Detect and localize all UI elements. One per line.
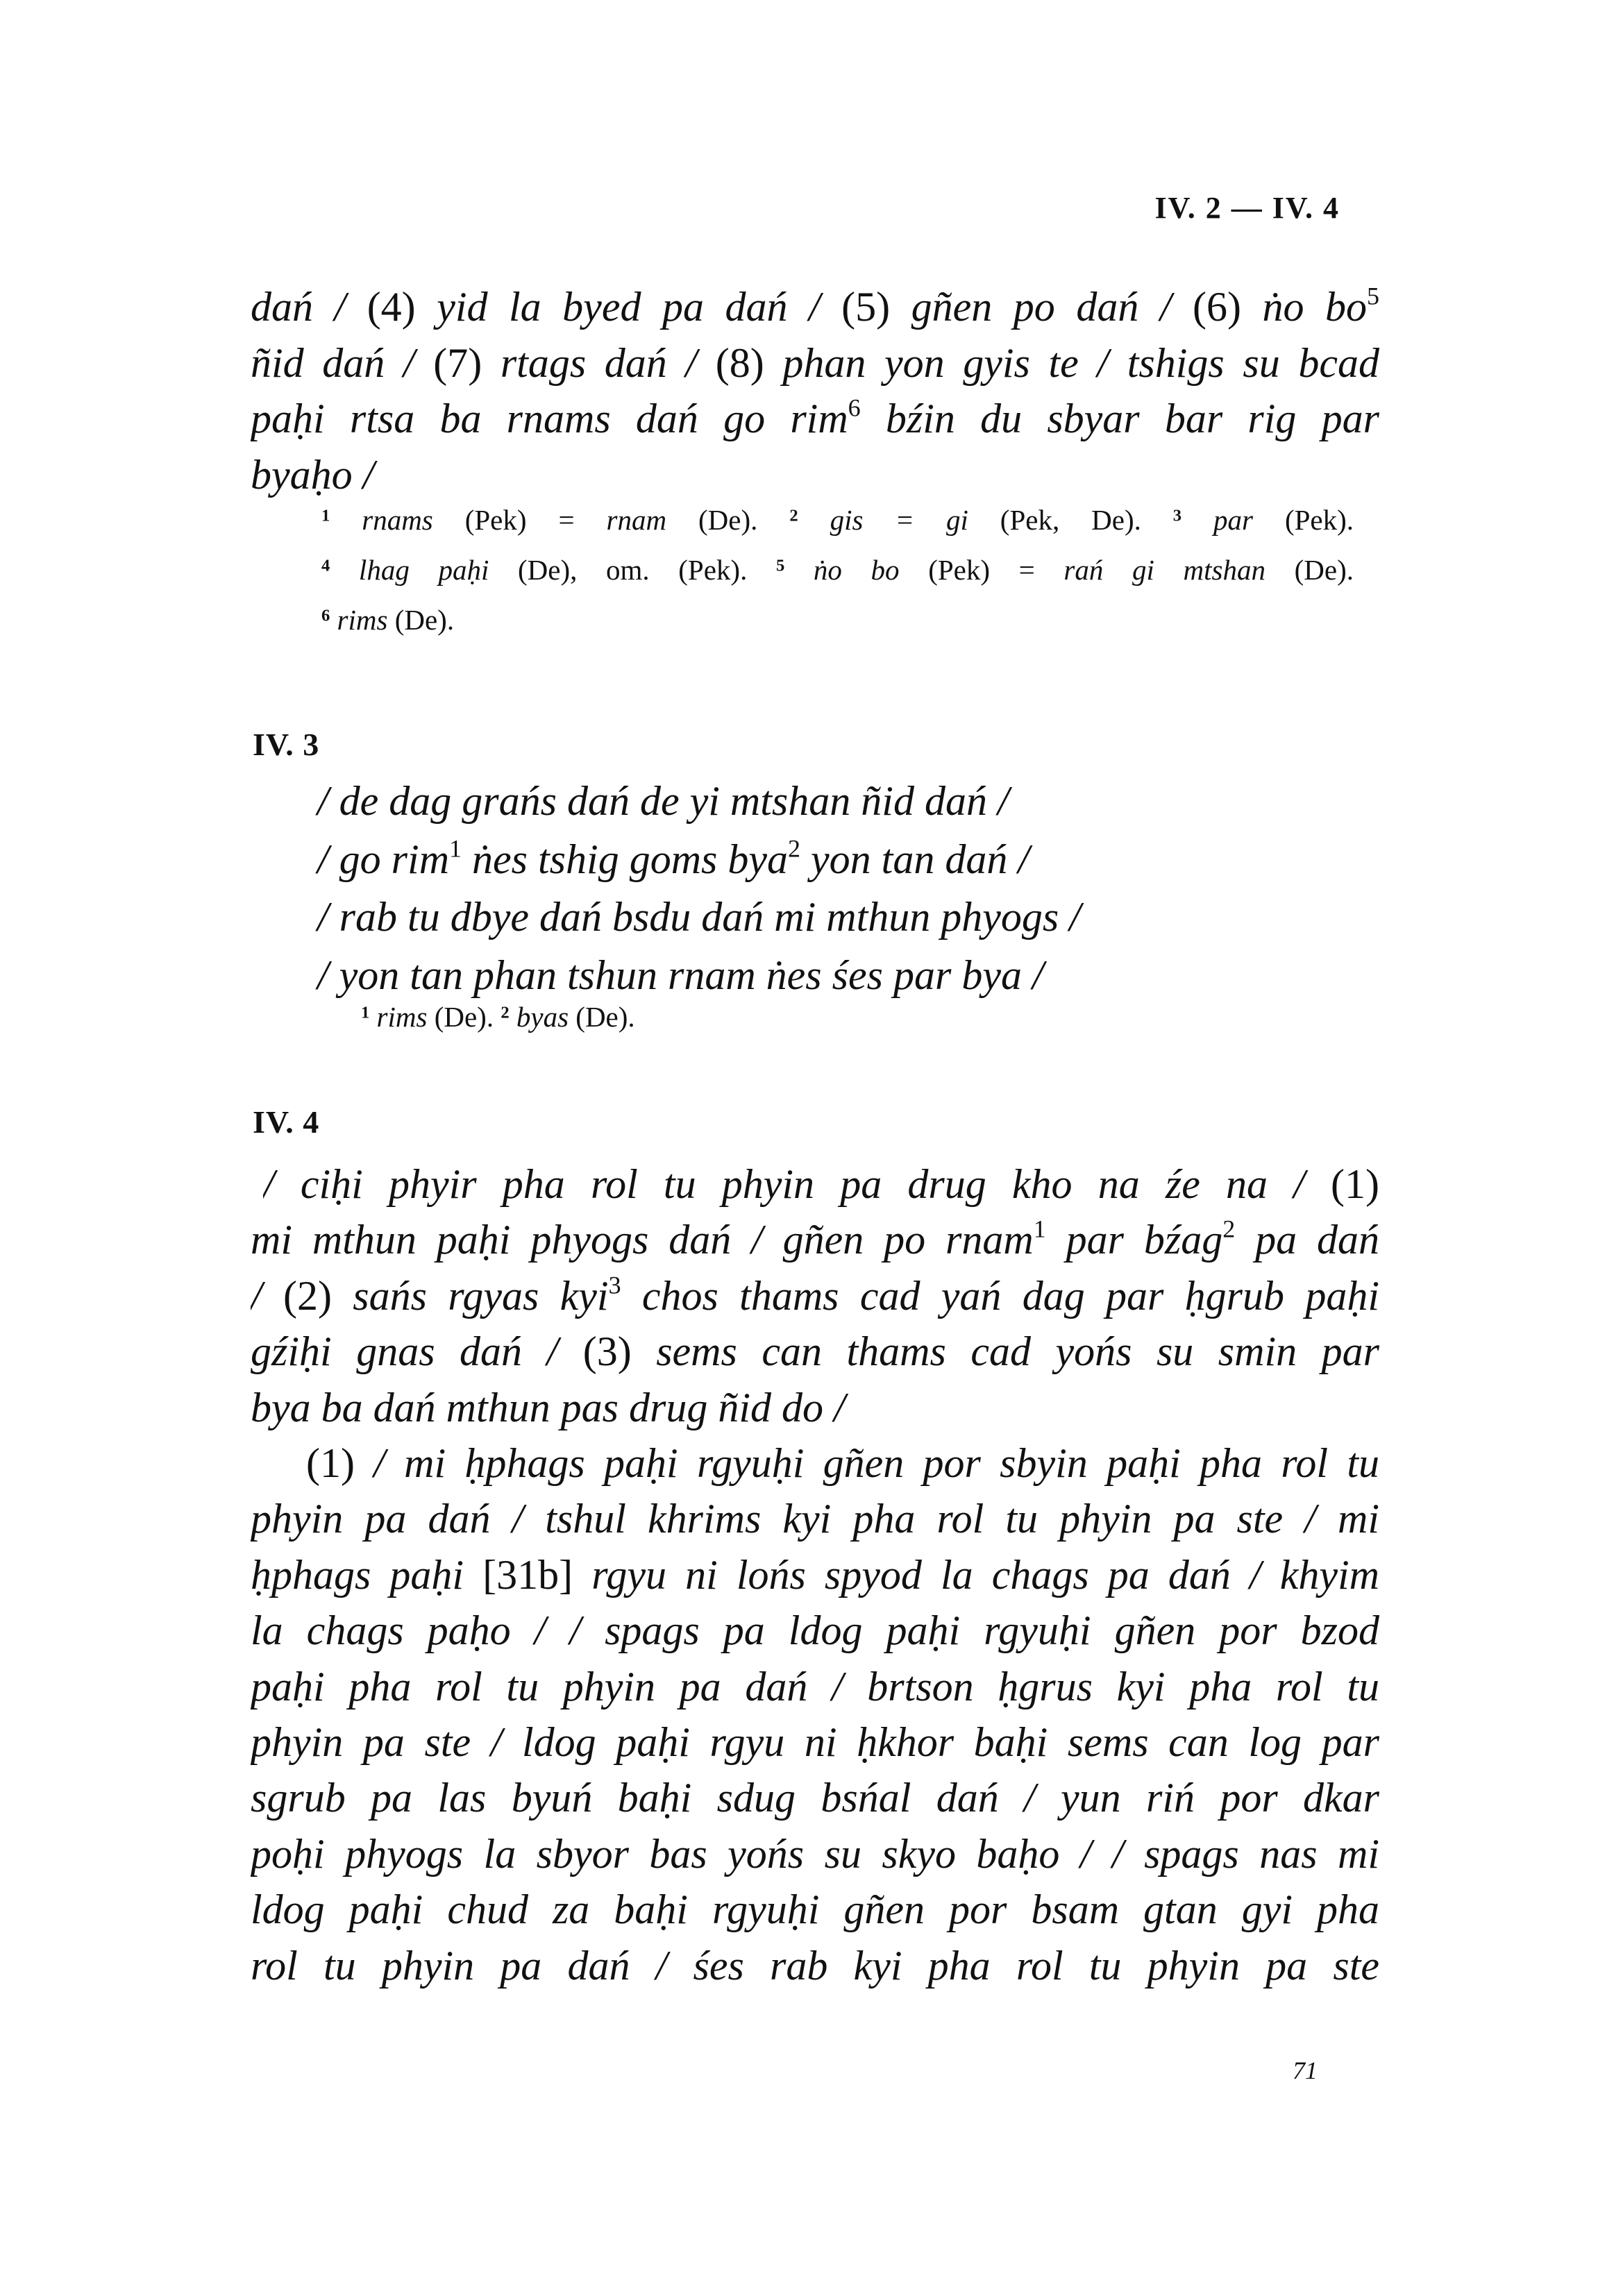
text-run: (3) [582,1328,657,1375]
footnote-marker: 2 [1222,1215,1236,1243]
text-run: yon tan dań / [800,836,1029,882]
running-head: IV. 2 — IV. 4 [1154,191,1340,225]
text-run: rnam [606,504,699,536]
text-run: ḥphags paḥi [251,1551,483,1598]
text-run: lhag paḥi [330,554,518,586]
footnote-marker: 1 [1033,1215,1046,1243]
text-run: (De). [575,1001,635,1033]
page-number: 71 [1293,2057,1318,2084]
text-line [306,1437,1379,1489]
footnote-marker: 2 [501,1003,510,1022]
text-line [251,448,1379,501]
text-run: phan yon gyis te / tshigs su bcad [782,339,1379,386]
section-heading-iv3: IV. 3 [253,727,320,762]
text-run: rgyu ni lońs spyod la chags pa dań / khyim [591,1551,1379,1598]
text-run: (2) [283,1272,353,1319]
footnote-marker: 2 [788,834,801,863]
text-run: / [251,1272,283,1319]
text-run: bya ba dań mthun pas drug ñid do / [251,1384,846,1430]
text-run: (De). [698,504,790,536]
text-line [317,775,1009,827]
text-line [251,1492,1379,1545]
text-run: / yon tan phan tshun rnam ṅes śes par bya / [317,952,1044,998]
footnote [361,997,635,1036]
text-line [251,1771,1379,1824]
text-run: (7) [433,339,501,386]
text-run: paḥi pha rol tu phyin pa dań / brtson ḥgrus kyi pha rol tu [251,1663,1379,1710]
text-run: phyin pa ste / ldog paḥi rgyu ni ḥkhor baḥi sems can log par [251,1719,1379,1765]
text-run: [31b] [482,1551,592,1598]
text-run: ñid dań / [251,339,434,386]
text-run: par [1181,504,1285,536]
text-run: (4) [367,284,437,330]
text-line [317,890,1081,943]
footnote-marker: 1 [449,834,462,863]
text-line [251,1604,1379,1657]
footnote-marker: 6 [848,394,861,422]
text-line [317,949,1044,1002]
text-line [251,1325,1379,1378]
text-run: (Pek, De). [1000,504,1173,536]
text-run: rnams [330,504,465,536]
text-run: (De). [1294,554,1354,586]
text-run: / rab tu dbye dań bsdu dań mi mthun phyogs / [317,894,1081,940]
footnote [321,500,1354,539]
text-line [251,1213,1379,1266]
section-heading-iv4: IV. 4 [253,1104,320,1140]
text-line [251,1381,1379,1434]
text-run: ṅo bo [1262,284,1368,330]
text-line [263,1158,1379,1210]
text-run: dań / [251,284,367,330]
text-run: sańs rgyas kyi [353,1272,609,1319]
text-run: poḥi phyogs la sbyor bas yońs su skyo baḥo / / spags nas mi [251,1830,1379,1877]
text-run: byaḥo / [251,452,375,498]
text-run: bźin du sbyar bar rig par [860,396,1379,442]
text-run: gis = gi [798,504,1000,536]
text-line [251,1883,1379,1936]
text-run: (De). [394,604,455,636]
footnote-marker: 6 [321,606,330,625]
footnote-marker: 1 [361,1003,370,1022]
text-run: rtags dań / [500,339,716,386]
text-run: (1) [1331,1161,1379,1207]
text-run: (Pek). [1284,504,1354,536]
text-run: ṅes tshig goms bya [462,836,789,882]
text-line [251,1716,1379,1769]
text-line [251,1827,1379,1880]
text-line [251,1939,1379,1992]
text-run: rims [369,1001,435,1033]
text-run: rań gi mtshan [1063,554,1295,586]
text-run: (1) [306,1440,374,1486]
text-line [251,337,1379,389]
text-run: (De). [434,1001,501,1033]
text-run: byas [509,1001,576,1033]
text-line [251,1660,1379,1713]
text-run: ṅo bo [784,554,929,586]
footnote-marker: 1 [321,506,330,525]
text-run: / de dag grańs dań de yi mtshan ñid dań / [317,778,1009,824]
text-run: / mi ḥphags paḥi rgyuḥi gñen por sbyin paḥi pha rol tu [373,1440,1379,1486]
text-run: par bźag [1045,1217,1223,1263]
text-run: yid la byed pa dań / [437,284,842,330]
text-run: gñen po dań / [911,284,1193,330]
text-run: (Pek) = [928,554,1064,586]
text-run: (5) [841,284,911,330]
text-line [317,833,1029,886]
text-run: (8) [715,339,783,386]
text-run: / ciḥi phyir pha rol tu phyin pa drug kho na źe na / [263,1161,1331,1207]
text-run: rims [330,604,395,636]
text-run: (De), om. (Pek). [518,554,776,586]
footnote-marker: 4 [321,556,330,575]
text-run: la chags paḥo / / spags pa ldog paḥi rgyuḥi gñen por bzod [251,1607,1379,1654]
text-run: ldog paḥi chud za baḥi rgyuḥi gñen por bsam gtan gyi pha [251,1886,1379,1933]
text-run: phyin pa dań / tshul khrims kyi pha rol tu phyin pa ste / mi [251,1496,1379,1542]
text-run: sems can thams cad yońs su smin par [656,1328,1379,1375]
footnote-marker: 3 [608,1271,621,1299]
text-line [251,1548,1379,1601]
text-run: chos thams cad yań dag par ḥgrub paḥi [621,1272,1379,1319]
footnote-marker: 2 [789,506,798,525]
text-line [251,1269,1379,1322]
text-run: / go rim [317,836,450,882]
text-run: (Pek) = [464,504,607,536]
text-line [251,280,1379,333]
footnote-marker: 3 [1172,506,1182,525]
text-run: rol tu phyin pa dań / śes rab kyi pha rol tu phyin pa ste [251,1942,1379,1989]
text-run: mi mthun paḥi phyogs dań / gñen po rnam [251,1217,1034,1263]
footnote-marker: 5 [1367,282,1379,310]
footnote [321,550,1354,589]
text-run: pa dań [1235,1217,1379,1263]
footnote-marker: 5 [775,556,785,575]
text-run: sgrub pa las byuń baḥi sdug bsńal dań / yun riń por dkar [251,1775,1379,1821]
text-run: paḥi rtsa ba rnams dań go rim [251,396,848,442]
text-run: gźiḥi gnas dań / [251,1328,583,1375]
footnote [321,600,454,639]
text-run: (6) [1193,284,1263,330]
text-line [251,392,1379,445]
